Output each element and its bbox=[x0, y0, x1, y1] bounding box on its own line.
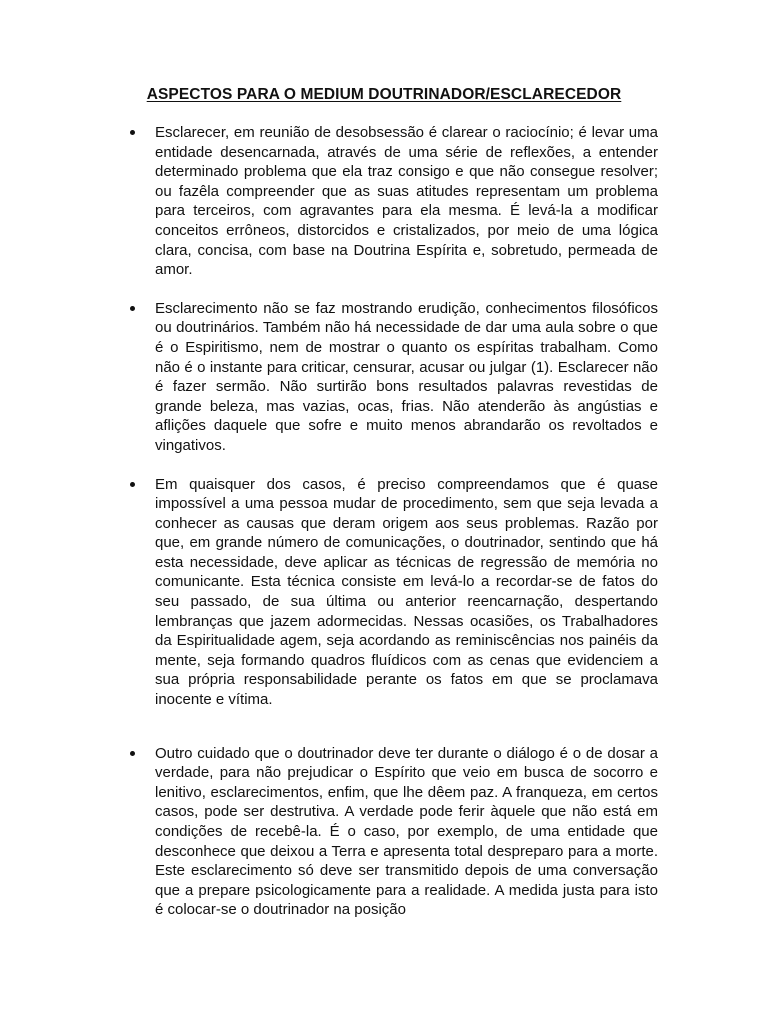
bullet-item bbox=[0, 123, 768, 280]
bullet-dot-icon bbox=[130, 482, 135, 487]
bullet-item bbox=[0, 475, 768, 710]
paragraph-text: Em quaisquer dos casos, é preciso compreendamos que é quase impossível a uma pessoa mudar de procedimento, sem que seja levada a conhecer as causas que deram origem aos seus problemas. Razão por que, em grande número de comunicações, o doutrinador, sentindo que há esta necessidade, deve aplicar as técnicas de regressão de memória no comunicante. Esta técnica consiste em levá-lo a recordar-se de fatos do seu passado, de sua última ou anterior reencarnação, despertando lembranças que jazem adormecidas. Nessas ocasiões, os Trabalhadores da Espiritualidade agem, seja acordando as reminiscências nos painéis da mente, seja formando quadros fluídicos com as cenas que evidenciem a sua própria responsabilidade perante os fatos em que se proclamava inocente e vítima. bbox=[155, 475, 658, 709]
bullet-dot-icon bbox=[130, 130, 135, 135]
document-title-text: ASPECTOS PARA O MEDIUM DOUTRINADOR/ESCLARECEDOR bbox=[146, 86, 622, 103]
bullet-item bbox=[0, 744, 768, 920]
bullet-list bbox=[0, 123, 768, 920]
paragraph-text: Esclarecimento não se faz mostrando erudição, conhecimentos filosóficos ou doutrinários. Também não há necessidade de dar uma aula sobre o que é o Espiritismo, nem de mostrar o quanto os espíritas trabalham. Como não é o instante para criticar, censurar, acusar ou julgar (1). Esclarecer não é fazer sermão. Não surtirão bons resultados palavras revestidas de grande beleza, mas vazias, ocas, frias. Não atenderão às angústias e aflições daquele que sofre e muito menos abrandarão os revoltados e vingativos. bbox=[155, 299, 658, 454]
paragraph-text: Outro cuidado que o doutrinador deve ter durante o diálogo é o de dosar a verdade, para não prejudicar o Espírito que veio em busca de socorro e lenitivo, esclarecimentos, enfim, que lhe dêem paz. A franqueza, em certos casos, pode ser destrutiva. A verdade pode ferir àquele que não está em condições de recebê-la. É o caso, por exemplo, de uma entidade que desconhece que deixou a Terra e apresenta total despreparo para a morte. Este esclarecimento só deve ser transmitido depois de uma conversação que a prepare psicologicamente para a realidade. A medida justa para isto é colocar-se o doutrinador na posição bbox=[155, 744, 658, 919]
bullet-dot-icon bbox=[130, 751, 135, 756]
bullet-dot-icon bbox=[130, 306, 135, 311]
document-title bbox=[0, 86, 768, 104]
paragraph-text: Esclarecer, em reunião de desobsessão é clarear o raciocínio; é levar uma entidade desencarnada, através de uma série de reflexões, a entender determinado problema que ela traz consigo e que não consegue resolver; ou fazêla compreender que as suas atitudes representam um problema para terceiros, com agravantes para ela mesma. É levá-la a modificar conceitos errôneos, distorcidos e cristalizados, por meio de uma lógica clara, concisa, com base na Doutrina Espírita e, sobretudo, permeada de amor. bbox=[155, 124, 658, 279]
bullet-item bbox=[0, 299, 768, 456]
